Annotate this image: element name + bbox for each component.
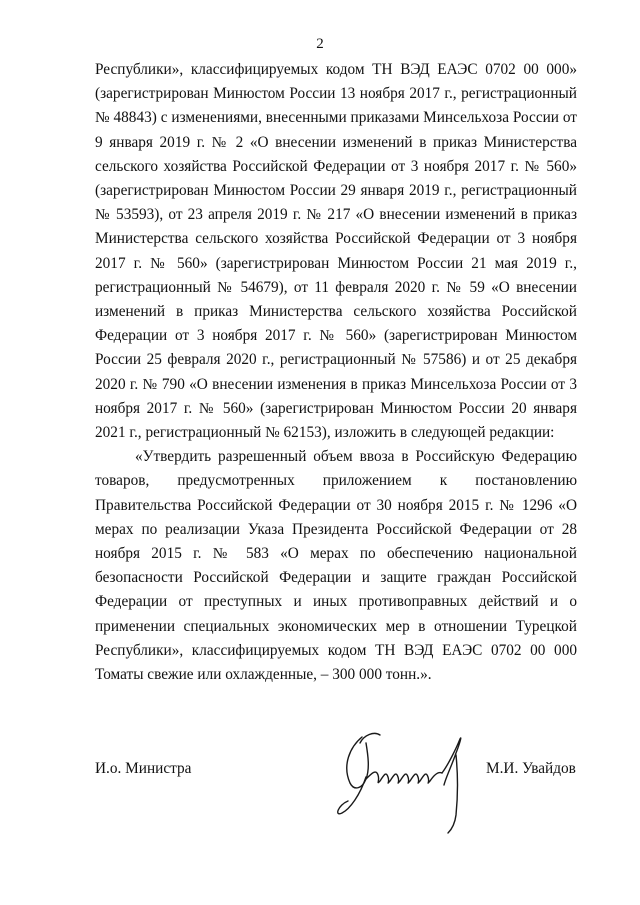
signer-title: И.о. Министра (95, 760, 192, 777)
signature-block (0, 725, 640, 845)
page-number: 2 (316, 36, 324, 52)
paragraph-decision: «Утвердить разрешенный объем ввоза в Российскую Федерацию товаров, предусмотренных приложением к постановлению Правительства Российской Федерации от 30 ноября 2015 г. № 1296 «О мерах по реализации Указа Президента Российской Федерации от 28 ноября 2015 г. № 583 «О мерах по обеспечению национальной безопасности Российской Федерации и защите граждан Российской Федерации от преступных и иных противоправных действий и о применении специальных экономических мер в отношении Турецкой Республики», классифицируемых кодом ТН ВЭД ЕАЭС 0702 00 000 Томаты свежие или охлажденные, – 300 000 тонн.». (95, 448, 577, 684)
signer-name: М.И. Увайдов (486, 760, 576, 777)
handwritten-signature (320, 725, 480, 840)
document-body (95, 58, 577, 687)
paragraph-continuation: Республики», классифицируемых кодом ТН ВЭД ЕАЭС 0702 00 000» (зарегистрирован Минюстом России 13 ноября 2017 г., регистрационный № 48843) с изменениями, внесенными приказами Минсельхоза России от 9 января 2019 г. № 2 «О внесении изменений в приказ Министерства сельского хозяйства Российской Федерации от 3 ноября 2017 г. № 560» (зарегистрирован Минюстом России 29 января 2019 г., регистрационный № 53593), от 23 апреля 2019 г. № 217 «О внесении изменений в приказ Министерства сельского хозяйства Российской Федерации от 3 ноября 2017 г. № 560» (зарегистрирован Минюстом России 21 мая 2019 г., регистрационный № 54679), от 11 февраля 2020 г. № 59 «О внесении изменений в приказ Министерства сельского хозяйства Российской Федерации от 3 ноября 2017 г. № 560» (зарегистрирован Минюстом России 25 февраля 2020 г., регистрационный № 57586) и от 25 декабря 2020 г. № 790 «О внесении изменения в приказ Минсельхоза России от 3 ноября 2017 г. № 560» (зарегистрирован Минюстом России 20 января 2021 г., регистрационный № 62153), изложить в следующей редакции: (95, 61, 577, 442)
